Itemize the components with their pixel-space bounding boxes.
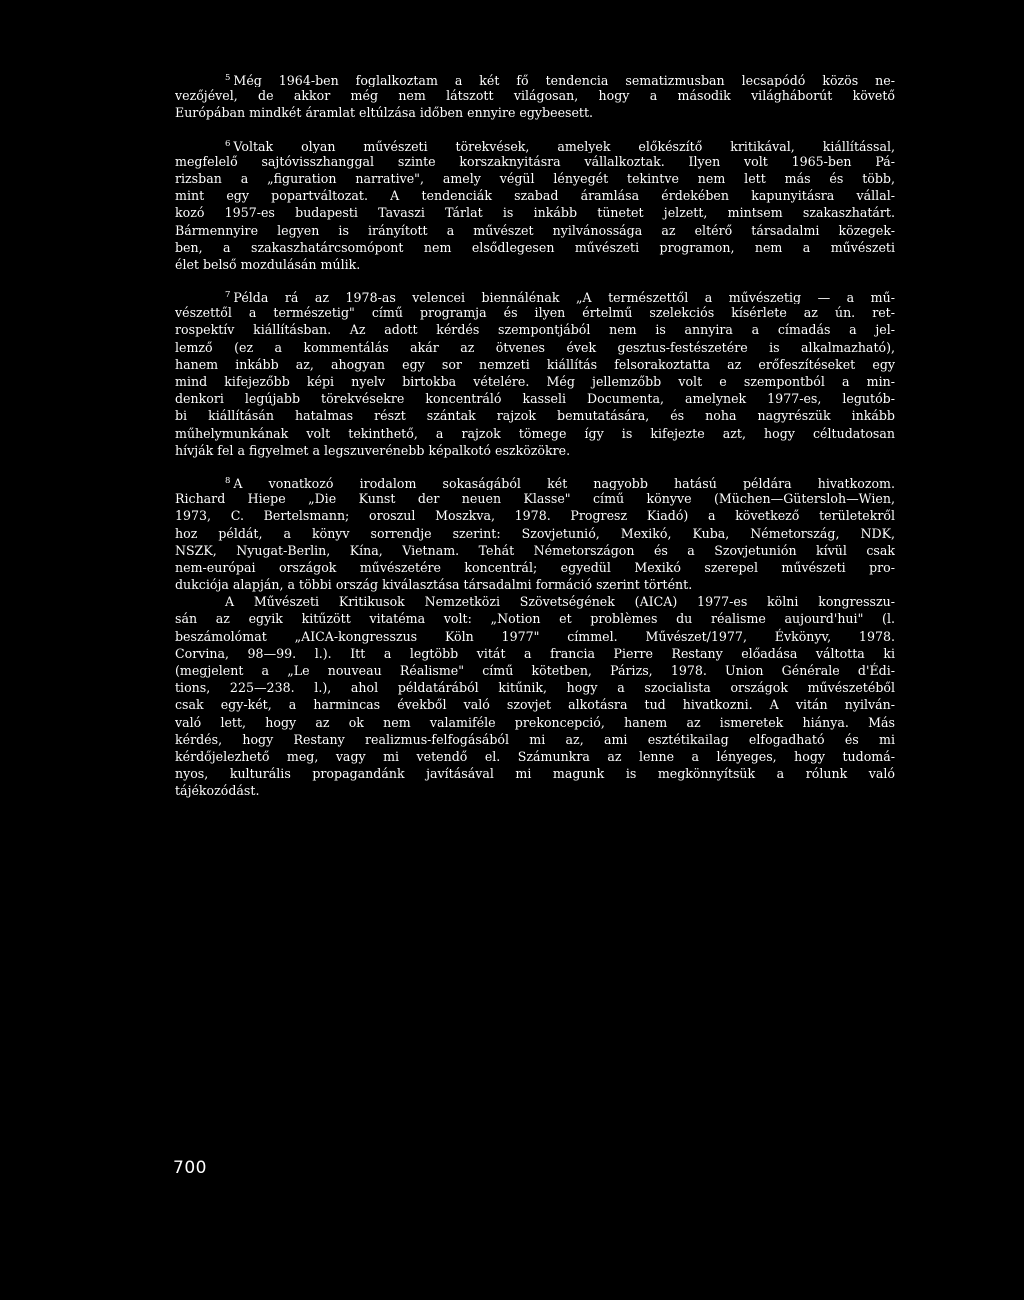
footnote-text: A vonatkozó irodalom sokaságából két nagyobb hatású példára hivatkozom. [233, 475, 895, 491]
footnote-line: Európában mindkét áramlat eltúlzása időben ennyire egybeesett. [175, 105, 594, 121]
footnote-continuation-line: A Művészeti Kritikusok Nemzetközi Szövetségének (AICA) 1977-es kölni kongresszu- [225, 594, 895, 610]
footnote-continuation-line: tions, 225—238. l.), ahol példatárából kitűnik, hogy a szocialista országok művészetéből [175, 680, 895, 696]
footnote-5 [175, 70, 895, 122]
footnote-number: 6 [225, 138, 231, 149]
footnote-text: Még 1964-ben foglalkoztam a két fő tendencia sematizmusban lecsapódó közös ne- [233, 73, 895, 88]
footnote-continuation-line: sán az egyik kitűzött vitatéma volt: „Notion et problèmes du réalisme aujourd'hui" (l. [175, 611, 895, 627]
footnote-line: Richard Hiepe „Die Kunst der neuen Klasse" című könyve (Müchen—Gütersloh—Wien, [175, 491, 895, 507]
footnote-text: Voltak olyan művészeti törekvések, amelyek előkészítő kritikával, kiállítással, [233, 138, 895, 153]
footnote-line [175, 473, 895, 490]
footnote-line: vészettől a természetig" című programja és ilyen értelmű szelekciós kísérlete az ún. ret- [175, 305, 895, 321]
footnote-line: dukciója alapján, a többi ország kiválasztása társadalmi formáció szerint történt. [175, 577, 693, 593]
footnote-text: Példa rá az 1978-as velencei biennálénak „A természettől a művészetig — a mű- [233, 290, 895, 305]
footnote-line: műhelymunkának volt tekinthető, a rajzok tömege így is kifejezte azt, hogy céltudatosan [175, 425, 895, 441]
footnote-continuation-line: Corvina, 98—99. l.). Itt a legtöbb vitát a francia Pierre Restany előadása váltotta ki [175, 645, 895, 661]
paragraph-gap [175, 122, 895, 136]
footnote-line: ben, a szakaszhatárcsomópont nem elsődlegesen művészeti programon, nem a művészeti [175, 239, 895, 255]
footnote-number: 8 [225, 475, 231, 486]
footnote-6 [175, 136, 895, 274]
footnote-line [175, 287, 895, 304]
paragraph-gap [175, 459, 895, 473]
footnote-8 [175, 473, 895, 800]
footnote-line: Bármennyire legyen is irányított a művészet nyilvánossága az eltérő társadalmi közegek- [175, 222, 895, 238]
footnote-line: hívják fel a figyelmet a legszuverénebb képalkotó eszközökre. [175, 442, 571, 458]
footnote-continuation-line: kérdés, hogy Restany realizmus-felfogásából mi az, ami esztétikailag elfogadható és mi [175, 731, 895, 747]
footnote-line: mint egy popartváltozat. A tendenciák szabad áramlása érdekében kapunyitásra vállal- [175, 188, 895, 204]
footnote-continuation-line: beszámolómat „AICA-kongresszus Köln 1977" címmel. Művészet/1977, Évkönyv, 1978. [175, 628, 895, 644]
footnote-line: 1973, C. Bertelsmann; oroszul Moszkva, 1978. Progresz Kiadó) a következő területekről [175, 508, 895, 524]
footnote-line: élet belső mozdulásán múlik. [175, 256, 361, 272]
footnote-line: vezőjével, de akkor még nem látszott világosan, hogy a második világháborút követő [175, 88, 895, 104]
footnote-line: rospektív kiállításban. Az adott kérdés szempontjából nem is annyira a címadás a jel- [175, 322, 895, 338]
footnote-continuation-line: kérdőjelezhető meg, vagy mi vetendő el. Számunkra az lenne a lényeges, hogy tudomá- [175, 748, 895, 764]
footnote-line: NSZK, Nyugat-Berlin, Kína, Vietnam. Tehát Németországon és a Szovjetunión kívül csak [175, 542, 895, 558]
footnote-line: hoz példát, a könyv sorrendje szerint: Szovjetunió, Mexikó, Kuba, Németország, NDK, [175, 525, 895, 541]
paragraph-gap [175, 273, 895, 287]
footnote-line: kozó 1957-es budapesti Tavaszi Tárlat is inkább tünetet jelzett, mintsem szakaszhatárt. [175, 205, 895, 221]
footnote-line: nem-európai országok művészetére koncentrál; egyedül Mexikó szerepel művészeti pro- [175, 559, 895, 575]
footnote-line: bi kiállításán hatalmas részt szántak rajzok bemutatására, és noha nagyrészük inkább [175, 408, 895, 424]
footnote-continuation-line: csak egy-két, a harmincas évekből való szovjet alkotásra tud hivatkozni. A vitán nyilván- [175, 697, 895, 713]
footnote-line [175, 136, 895, 153]
footnote-line: megfelelő sajtóvisszhanggal szinte korszaknyitásra vállalkoztak. Ilyen volt 1965-ben Pá- [175, 153, 895, 169]
footnote-7 [175, 287, 895, 459]
footnote-line: rizsban a „figuration narrative", amely végül lényegét tekintve nem lett más és több, [175, 170, 895, 186]
footnote-continuation-line: (megjelent a „Le nouveau Réalisme" című kötetben, Párizs, 1978. Union Générale d'Édi- [175, 663, 895, 678]
footnotes-block [175, 70, 895, 800]
footnote-continuation-line: tájékozódást. [175, 783, 260, 799]
footnote-line: lemző (ez a kommentálás akár az ötvenes évek gesztus-festészetére is alkalmazható), [175, 339, 895, 355]
footnote-number: 5 [225, 73, 231, 83]
footnote-line: hanem inkább az, ahogyan egy sor nemzeti kiállítás felsorakoztatta az erőfeszítéseket egy [175, 356, 895, 372]
footnote-number: 7 [225, 290, 231, 301]
page-number: 700 [173, 1158, 207, 1178]
footnote-continuation-line: való lett, hogy az ok nem valamiféle prekoncepció, hanem az ismeretek hiánya. Más [175, 714, 895, 730]
footnote-line [175, 70, 895, 87]
footnote-line: mind kifejezőbb képi nyelv birtokba vételére. Még jellemzőbb volt e szempontból a min- [175, 374, 895, 389]
footnote-continuation-line: nyos, kulturális propagandánk javításával mi magunk is megkönnyítsük a rólunk való [175, 766, 895, 782]
footnote-line: denkori legújabb törekvésekre koncentráló kasseli Documenta, amelynek 1977-es, legutób- [175, 391, 895, 407]
